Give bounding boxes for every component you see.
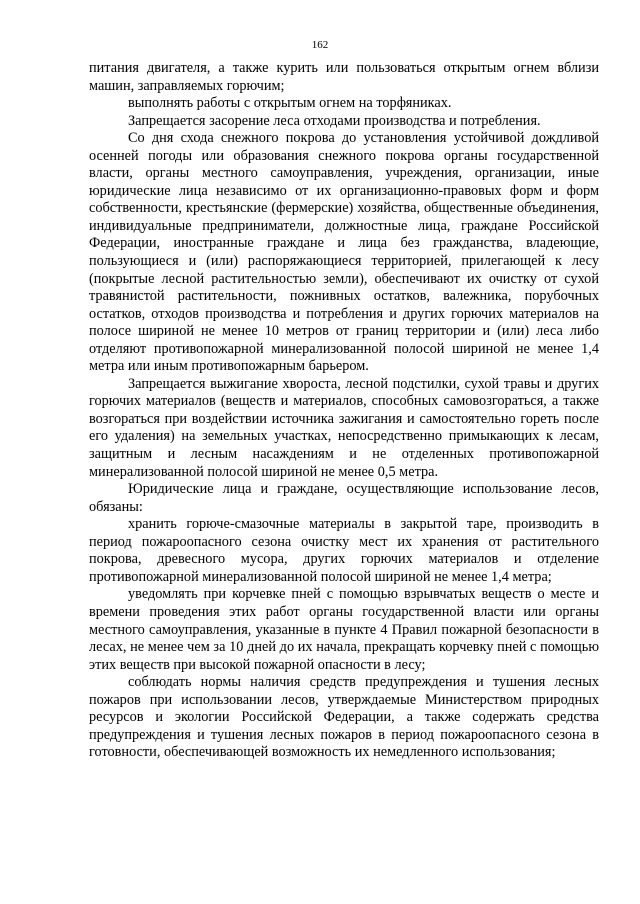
paragraph-continuation: питания двигателя, а также курить или пользоваться открытым огнем вблизи машин, заправляемых горючим; — [89, 60, 599, 94]
document-body — [89, 60, 599, 762]
paragraph: соблюдать нормы наличия средств предупреждения и тушения лесных пожаров при использовании лесов, утверждаемые Министерством природных ресурсов и экологии Российской Федерации, а также содержать средства предупреждения и тушения лесных пожаров в период пожароопасного сезона в готовности, обеспечивающей возможность их немедленного использования; — [89, 674, 599, 761]
paragraph: Со дня схода снежного покрова до установления устойчивой дождливой осенней погоды или образования снежного покрова органы государственной власти, органы местного самоуправления, учреждения, организации, иные юридические лица независимо от их организационно-правовых форм и форм собственности, крестьянские (фермерские) хозяйства, общественные объединения, индивидуальные предприниматели, должностные лица, граждане Российской Федерации, иностранные граждане и лица без гражданства, владеющие, пользующиеся и (или) распоряжающиеся территорией, прилегающей к лесу (покрытые лесной растительностью земли), обеспечивают их очистку от сухой травянистой растительности, пожнивных остатков, валежника, порубочных остатков, отходов производства и потребления и других горючих материалов на полосе шириной не менее 10 метров от границ территории и (или) леса либо отделяют противопожарной минерализованной полосой шириной не менее 1,4 метра или иным противопожарным барьером. — [89, 130, 599, 375]
paragraph: выполнять работы с открытым огнем на торфяниках. — [128, 95, 452, 112]
paragraph: Запрещается выжигание хвороста, лесной подстилки, сухой травы и других горючих материалов (веществ и материалов, способных самовозгораться, а также возгораться при воздействии источника зажигания и самостоятельно гореть после его удаления) на земельных участках, непосредственно примыкающих к лесам, защитным и лесным насаждениям и не отделенных противопожарной минерализованной полосой шириной не менее 0,5 метра. — [89, 375, 599, 480]
paragraph: хранить горюче-смазочные материалы в закрытой таре, производить в период пожароопасного сезона очистку мест их хранения от растительного покрова, древесного мусора, других горючих материалов и отделение противопожарной минерализованной полосой шириной не менее 1,4 метра; — [89, 516, 599, 585]
paragraph: Запрещается засорение леса отходами производства и потребления. — [128, 112, 541, 129]
page-number: 162 — [311, 39, 329, 51]
paragraph: Юридические лица и граждане, осуществляющие использование лесов, обязаны: — [89, 481, 599, 515]
paragraph: уведомлять при корчевке пней с помощью взрывчатых веществ о месте и времени проведения этих работ органы государственной власти или органы местного самоуправления, указанные в пункте 4 Правил пожарной безопасности в лесах, не менее чем за 10 дней до их начала, прекращать корчевку пней с помощью этих веществ при высокой пожарной опасности в лесу; — [89, 586, 599, 673]
